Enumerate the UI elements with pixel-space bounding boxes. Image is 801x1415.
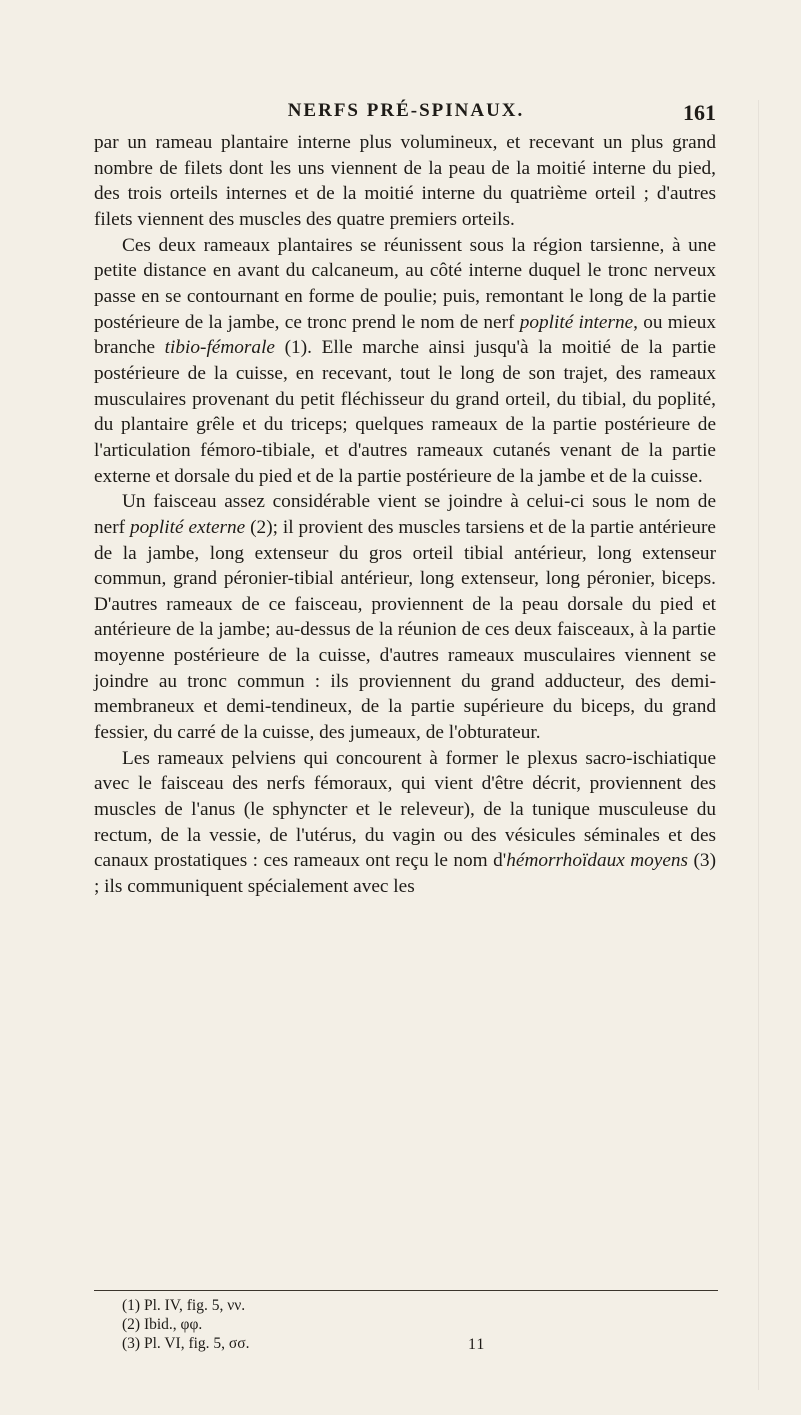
paragraph-3-text-a: Un faisceau assez considérable vient se joindre à celui-ci sous le nom de nerf (94, 491, 716, 538)
page-number: 161 (683, 100, 716, 125)
footnote-1: (1) Pl. IV, fig. 5, νν. (122, 1297, 246, 1314)
paragraph-2 (94, 233, 716, 490)
signature-mark: 11 (468, 1336, 486, 1353)
paragraph-3-text-b: (2); il provient des muscles tarsiens et de la partie antérieure de la jambe, long extenseur du gros orteil tibial antérieur, long extenseur commun, grand péronier-tibial antérieur, long extenseur, long péronier, biceps. D'autres rameaux de ce faisceau, proviennent de la peau dorsale du pied et antérieure de la jambe; au-dessus de la réunion de ces deux faisceaux, à la partie moyenne postérieure de la cuisse, d'autres rameaux musculaires viennent se joindre au tronc commun : ils proviennent du grand adducteur, des demi-membraneux et demi-tendineux, de la partie supérieure du biceps, du grand fessier, du carré de la cuisse, des jumeaux, de l'obturateur. (94, 516, 716, 744)
footnotes (122, 1296, 622, 1353)
paragraph-2-text-b: , ou mieux branche (94, 311, 716, 359)
paragraph-3 (94, 489, 716, 746)
paragraph-2-text-c: (1). Elle marche ainsi jusqu'à la moitié de la partie postérieure de la cuisse, en recevant, tout le long de son trajet, des rameaux musculaires provenant du petit fléchisseur du grand orteil, du tibial, du poplité, du plantaire grêle et du triceps; quelques rameaux de la partie postérieure de l'articulation fémoro-tibiale, et d'autres rameaux cutanés venant de la partie externe et dorsale du pied et de la partie postérieure de la jambe et de la cuisse. (94, 337, 716, 487)
footnote-rule (94, 1290, 718, 1291)
running-head (94, 100, 718, 126)
running-title: NERFS PRÉ-SPINAUX. (287, 100, 525, 121)
paragraph-4-text-b: (3) ; ils communiquent spécialement avec les (94, 850, 716, 898)
paragraph-1 (94, 130, 716, 233)
paragraph-1-text: par un rameau plantaire interne plus volumineux, et recevant un plus grand nombre de filets dont les uns viennent de la peau de la moitié interne du pied, des trois orteils internes et de la moitié interne du quatrième orteil ; d'autres filets viennent des muscles des quatre premiers orteils. (94, 132, 716, 230)
term-hemorrhoidaux-moyens: hémorrhoïdaux moyens (506, 850, 689, 872)
paragraph-4-text-a: Les rameaux pelviens qui concourent à former le plexus sacro-ischiatique avec le faisceau des nerfs fémoraux, qui vient d'être décrit, proviennent des muscles de l'anus (le sphyncter et le releveur), de la tunique musculeuse du rectum, de la vessie, de l'utérus, du vagin ou des vésicules séminales et des canaux prostatiques : ces rameaux ont reçu le nom d' (94, 747, 716, 872)
body-text (94, 130, 716, 900)
footnote-3: (3) Pl. VI, fig. 5, σσ. (122, 1335, 250, 1352)
paragraph-4 (94, 746, 716, 900)
footnote-2: (2) Ibid., φφ. (122, 1316, 203, 1333)
paragraph-2-text-a: Ces deux rameaux plantaires se réunissent sous la région tarsienne, à une petite distance en avant du calcaneum, au côté interne duquel le tronc nerveux passe en se contournant en forme de poulie; puis, remontant le long de la partie postérieure de la jambe, ce tronc prend le nom de nerf (94, 234, 716, 333)
term-poplite-externe: poplité externe (129, 516, 246, 538)
page-edge-shadow (758, 100, 759, 1390)
term-tibio-femorale: tibio-fémorale (164, 337, 275, 359)
term-poplite-interne: poplité interne (519, 311, 634, 333)
